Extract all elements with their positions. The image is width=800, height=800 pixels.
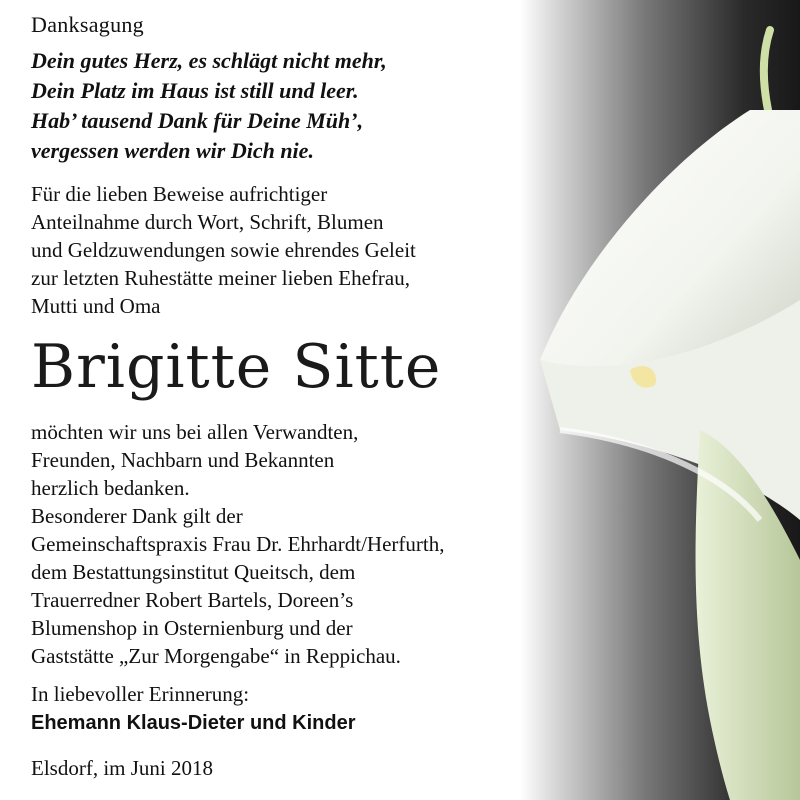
intro-line: und Geldzuwendungen sowie ehrendes Geleit (31, 238, 416, 262)
closing-line: In liebevoller Erinnerung: (31, 682, 250, 706)
thanks-line: Gemeinschaftspraxis Frau Dr. Ehrhardt/Herfurth, (31, 532, 445, 556)
thanks-line: herzlich bedanken. (31, 476, 190, 500)
calla-lily-image (520, 0, 800, 800)
poem-line: Hab’ tausend Dank für Deine Müh’, (31, 108, 364, 133)
thanks-line: Besonderer Dank gilt der (31, 504, 243, 528)
poem-line: Dein gutes Herz, es schlägt nicht mehr, (31, 48, 387, 73)
intro-line: Anteilnahme durch Wort, Schrift, Blumen (31, 210, 384, 234)
thanks-line: Gaststätte „Zur Morgengabe“ in Reppichau. (31, 644, 401, 668)
thanks-line: Blumenshop in Osternienburg und der (31, 616, 353, 640)
calla-lily-icon (520, 0, 800, 800)
notice-kicker: Danksagung (31, 12, 144, 37)
poem-line: vergessen werden wir Dich nie. (31, 138, 314, 163)
intro-line: zur letzten Ruhestätte meiner lieben Ehefrau, (31, 266, 410, 290)
deceased-name: Brigitte Sitte (31, 332, 442, 402)
thanks-line: möchten wir uns bei allen Verwandten, (31, 420, 359, 444)
thanks-line: dem Bestattungsinstitut Queitsch, dem (31, 560, 356, 584)
place-date: Elsdorf, im Juni 2018 (31, 756, 213, 780)
thanks-line: Freunden, Nachbarn und Bekannten (31, 448, 335, 472)
poem-line: Dein Platz im Haus ist still und leer. (31, 78, 359, 103)
intro-line: Mutti und Oma (31, 294, 161, 318)
thanks-line: Trauerredner Robert Bartels, Doreen’s (31, 588, 354, 612)
signature: Ehemann Klaus-Dieter und Kinder (31, 712, 356, 734)
intro-line: Für die lieben Beweise aufrichtiger (31, 182, 328, 206)
